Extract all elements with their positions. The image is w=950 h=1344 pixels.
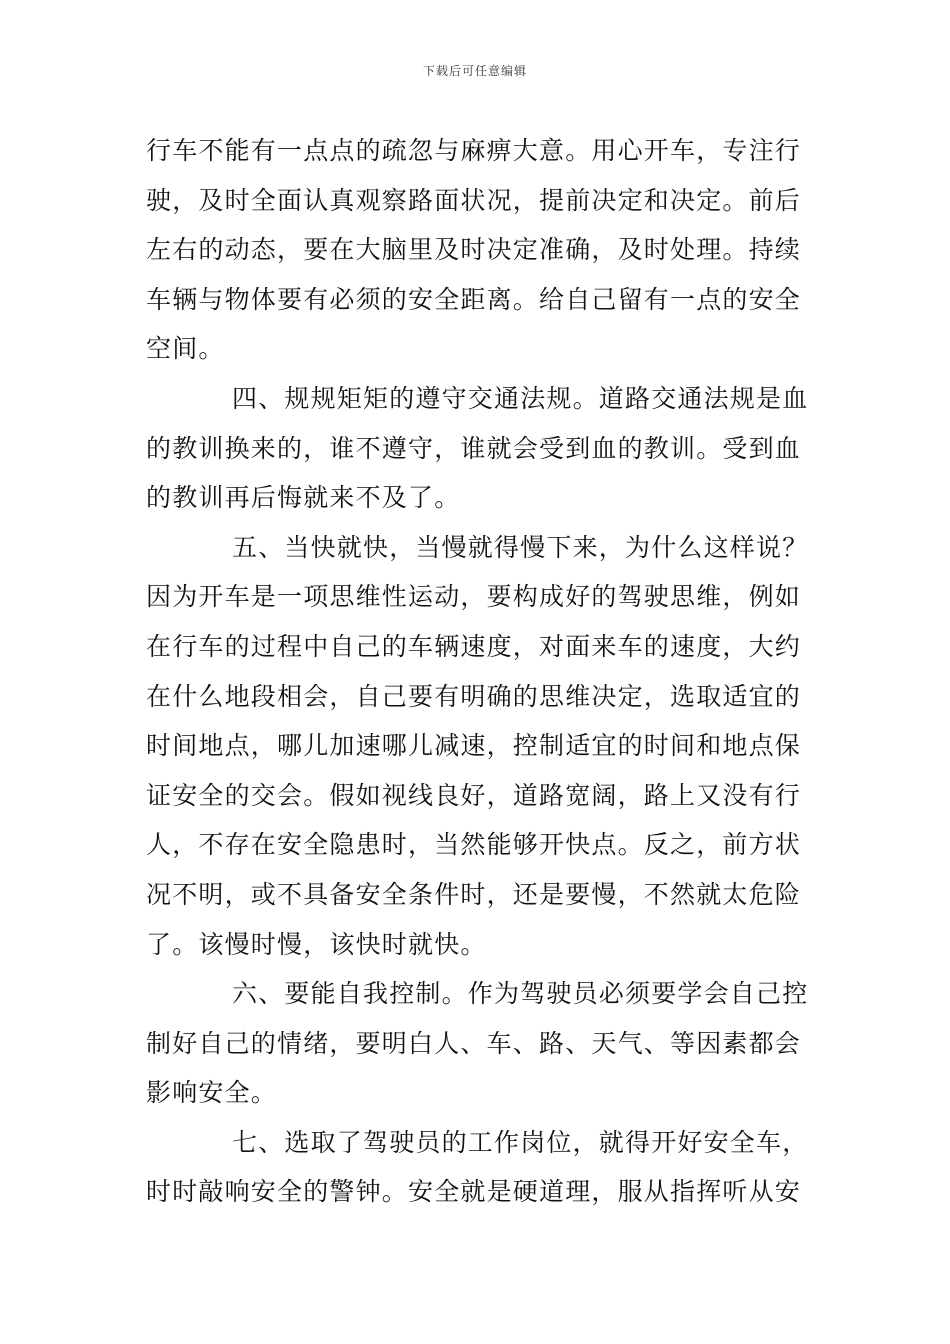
text-line: 四、规规矩矩的遵守交通法规。道路交通法规是血 <box>232 383 809 413</box>
text-line: 行车不能有一点点的疏忽与麻痹大意。用心开车，专注行 <box>146 136 802 165</box>
text-line: 驶，及时全面认真观察路面状况，提前决定和决定。前后 <box>146 185 802 215</box>
text-line: 的教训换来的，谁不遵守，谁就会受到血的教训。受到血 <box>146 433 802 463</box>
text-line: 在行车的过程中自己的车辆速度，对面来车的速度，大约 <box>146 631 802 661</box>
text-line: 因为开车是一项思维性运动，要构成好的驾驶思维，例如 <box>146 582 802 612</box>
text-line: 车辆与物体要有必须的安全距离。给自己留有一点的安全 <box>146 284 802 314</box>
text-line: 时间地点，哪儿加速哪儿减速，控制适宜的时间和地点保 <box>146 731 802 761</box>
text-line: 了。该慢时慢，该快时就快。 <box>146 929 487 959</box>
text-line: 在什么地段相会，自己要有明确的思维决定，选取适宜的 <box>146 681 802 711</box>
text-line: 五、当快就快，当慢就得慢下来，为什么这样说？ <box>232 532 809 562</box>
text-line: 空间。 <box>146 334 225 364</box>
text-line: 七、选取了驾驶员的工作岗位，就得开好安全车， <box>232 1127 809 1157</box>
text-line: 人，不存在安全隐患时，当然能够开快点。反之，前方状 <box>146 830 802 860</box>
text-line: 左右的动态，要在大脑里及时决定准确，及时处理。持续 <box>146 235 802 265</box>
page-header: 下载后可任意编辑 <box>422 64 527 78</box>
text-line: 时时敲响安全的警钟。安全就是硬道理，服从指挥听从安 <box>146 1177 802 1207</box>
document-body <box>146 126 809 1217</box>
text-line: 的教训再后悔就来不及了。 <box>146 483 461 513</box>
text-line: 证安全的交会。假如视线良好，道路宽阔，路上又没有行 <box>146 780 802 810</box>
text-line: 况不明，或不具备安全条件时，还是要慢，不然就太危险 <box>146 879 802 909</box>
text-line: 影响安全。 <box>146 1078 278 1108</box>
text-line: 六、要能自我控制。作为驾驶员必须要学会自己控 <box>232 979 809 1009</box>
text-line: 制好自己的情绪，要明白人、车、路、天气、等因素都会 <box>146 1028 802 1058</box>
